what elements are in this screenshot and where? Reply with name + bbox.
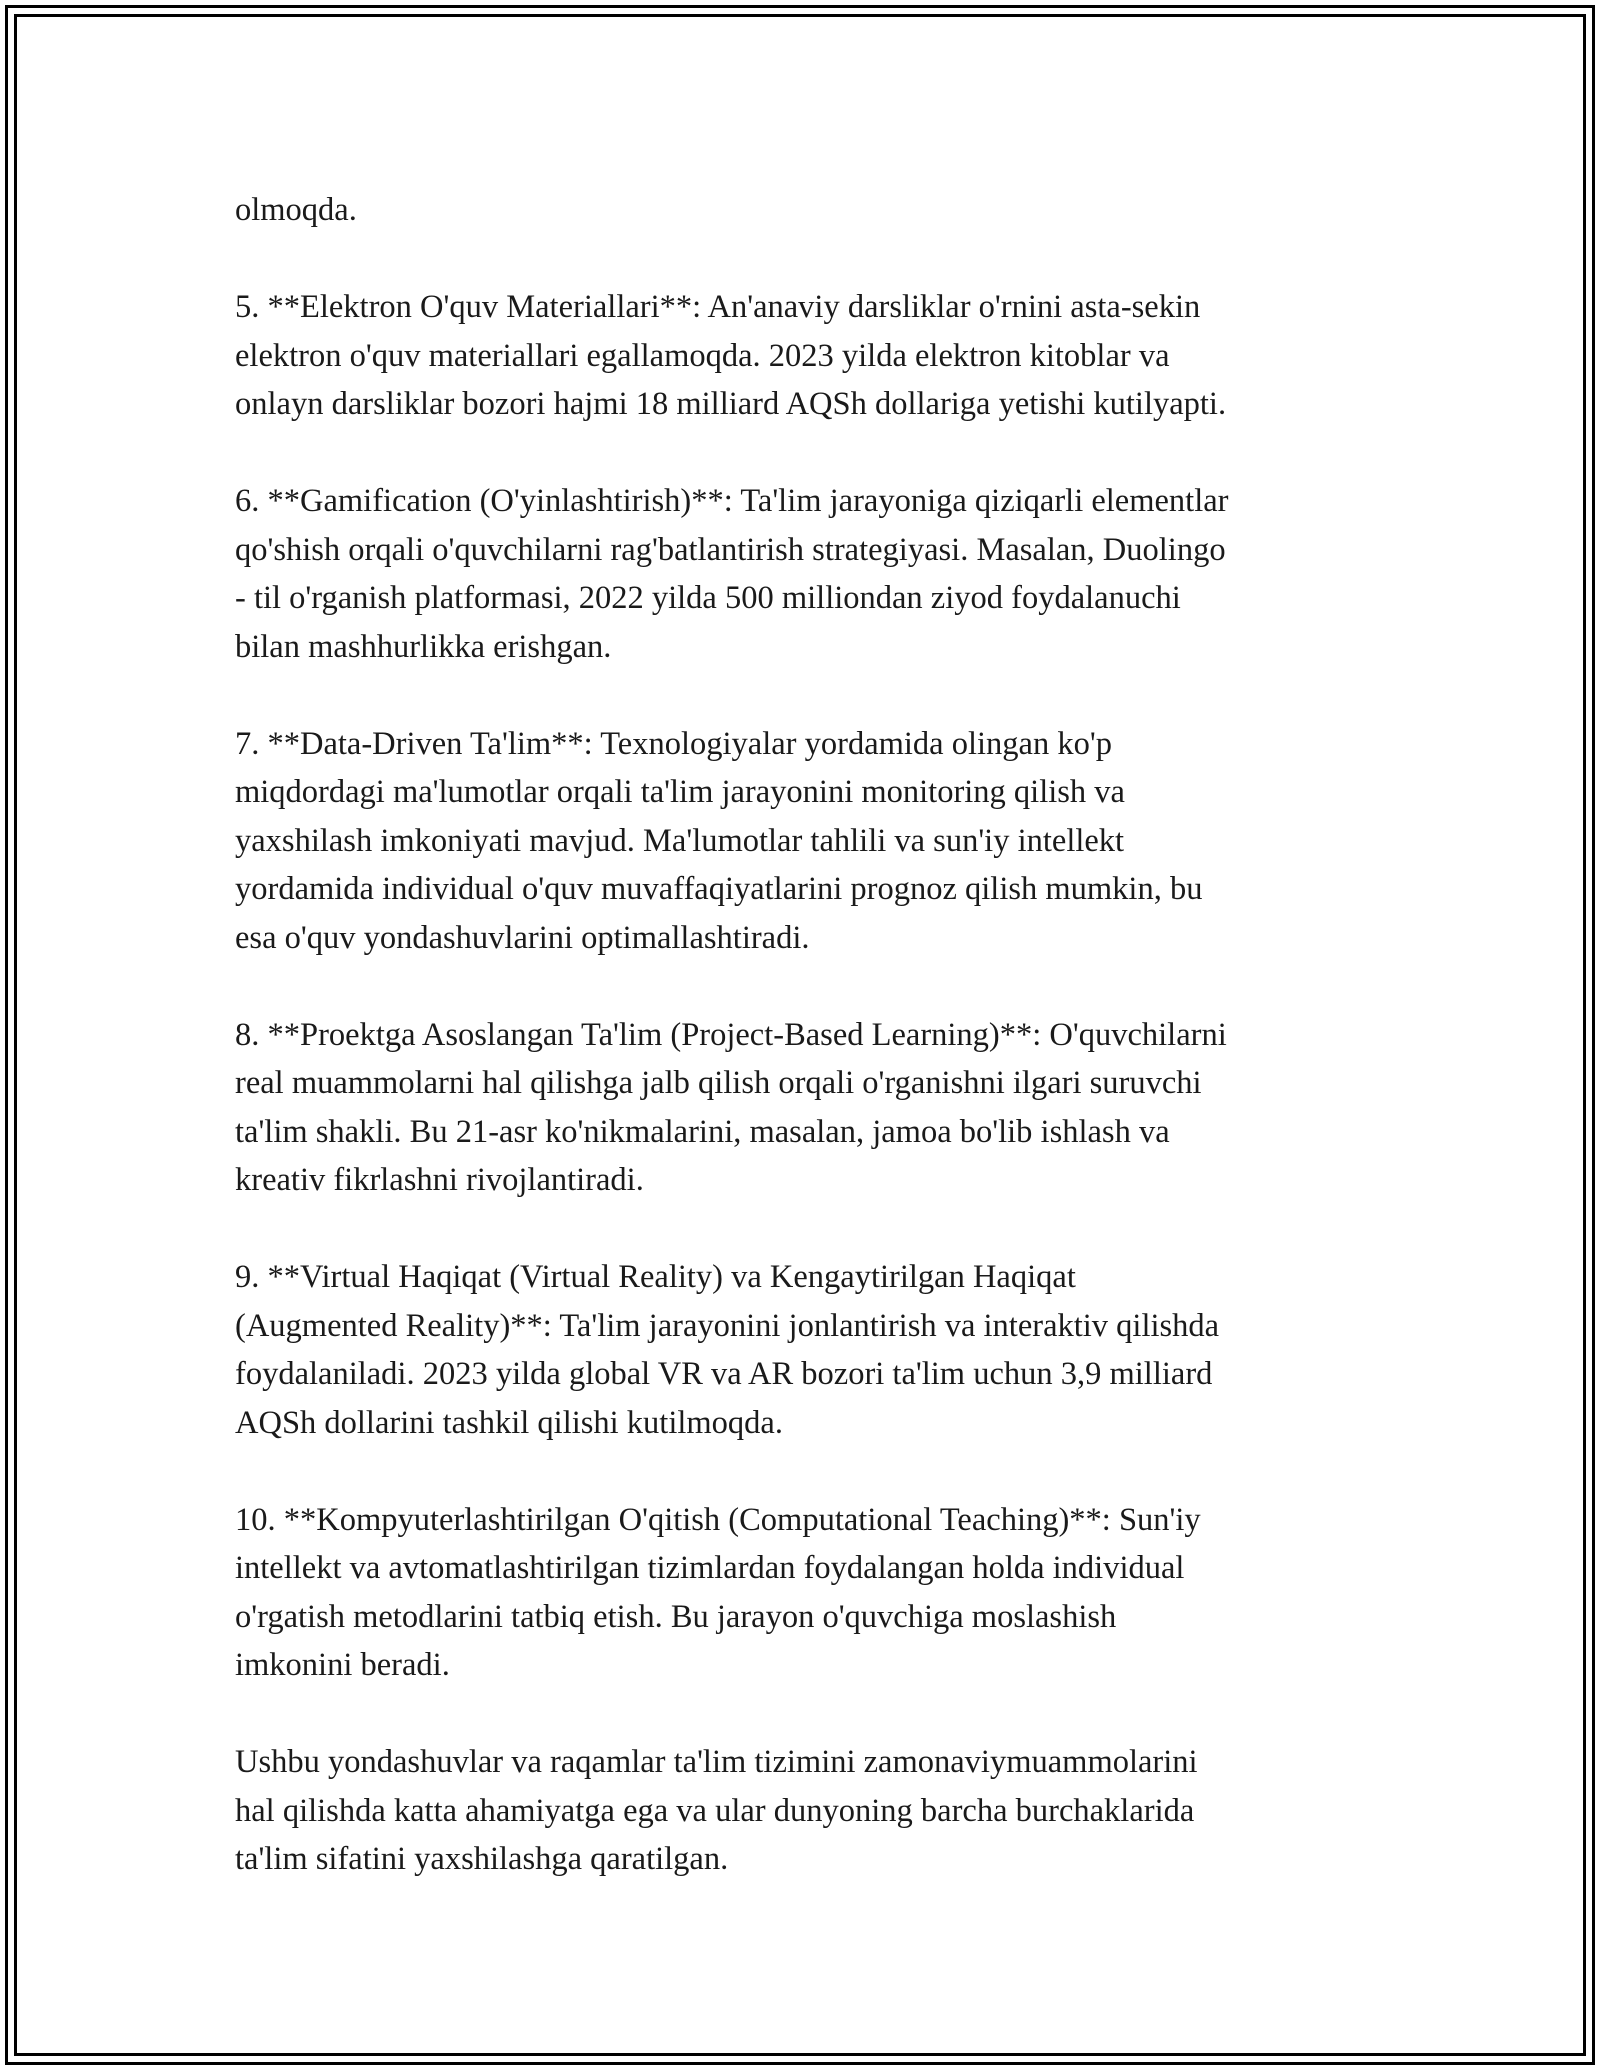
document-body (235, 186, 1375, 1932)
paragraph-item-10 (235, 1496, 1375, 1690)
paragraph-item-9 (235, 1253, 1375, 1447)
paragraph-continuation (235, 186, 1375, 235)
text-line: bilan mashhurlikka erishgan. (235, 628, 612, 665)
text-line: imkonini beradi. (235, 1647, 450, 1683)
text-line: miqdordagi ma'lumotlar orqali ta'lim jarayonini monitoring qilish va (235, 774, 1125, 810)
text-line: intellekt va avtomatlashtirilgan tizimlardan foydalangan holda individual (235, 1550, 1185, 1586)
text-line: 5. **Elektron O'quv Materiallari**: An'anaviy darsliklar o'rnini asta-sekin (235, 289, 1201, 325)
text-line: 7. **Data-Driven Ta'lim**: Texnologiyalar yordamida olingan ko'p (235, 725, 1112, 762)
text-line: yaxshilash imkoniyati mavjud. Ma'lumotlar tahlili va sun'iy intellekt (235, 822, 1125, 859)
text-line: 6. **Gamification (O'yinlashtirish)**: Ta'lim jarayoniga qiziqarli elementlar (235, 483, 1229, 519)
paragraph-item-7 (235, 720, 1375, 963)
paragraph-item-5 (235, 283, 1375, 429)
paragraph-item-6 (235, 477, 1375, 671)
text-line: - til o'rganish platformasi, 2022 yilda 500 milliondan ziyod foydalanuchi (235, 580, 1181, 616)
text-line: (Augmented Reality)**: Ta'lim jarayonini jonlantirish va interaktiv qilishda (235, 1307, 1220, 1344)
text-line: olmoqda. (235, 192, 357, 228)
text-line: real muammolarni hal qilishga jalb qilish orqali o'rganishni ilgari suruvchi (235, 1065, 1202, 1101)
text-line: ta'lim shakli. Bu 21-asr ko'nikmalarini, masalan, jamoa bo'lib ishlash va (235, 1113, 1170, 1150)
text-line: 8. **Proektga Asoslangan Ta'lim (Project-Based Learning)**: O'quvchilarni (235, 1016, 1227, 1053)
text-line: onlayn darsliklar bozori hajmi 18 milliard AQSh dollariga yetishi kutilyapti. (235, 386, 1227, 422)
text-line: hal qilishda katta ahamiyatga ega va ular dunyoning barcha burchaklarida (235, 1792, 1195, 1829)
text-line: 9. **Virtual Haqiqat (Virtual Reality) va Kengaytirilgan Haqiqat (235, 1259, 1076, 1295)
text-line: qo'shish orqali o'quvchilarni rag'batlantirish strategiyasi. Masalan, Duolingo (235, 531, 1226, 568)
text-line: Ushbu yondashuvlar va raqamlar ta'lim tizimini zamonaviymuammolarini (235, 1744, 1198, 1780)
text-line: foydalaniladi. 2023 yilda global VR va AR bozori ta'lim uchun 3,9 milliard (235, 1356, 1213, 1392)
text-line: elektron o'quv materiallari egallamoqda. 2023 yilda elektron kitoblar va (235, 337, 1170, 374)
text-line: 10. **Kompyuterlashtirilgan O'qitish (Computational Teaching)**: Sun'iy (235, 1501, 1201, 1538)
text-line: esa o'quv yondashuvlarini optimallashtiradi. (235, 919, 810, 956)
text-line: kreativ fikrlashni rivojlantiradi. (235, 1162, 644, 1198)
text-line: ta'lim sifatini yaxshilashga qaratilgan. (235, 1841, 729, 1877)
text-line: o'rgatish metodlarini tatbiq etish. Bu jarayon o'quvchiga moslashish (235, 1598, 1117, 1635)
text-line: yordamida individual o'quv muvaffaqiyatlarini prognoz qilish mumkin, bu (235, 871, 1203, 907)
paragraph-conclusion (235, 1738, 1375, 1884)
paragraph-item-8 (235, 1011, 1375, 1205)
text-line: AQSh dollarini tashkil qilishi kutilmoqda. (235, 1404, 783, 1441)
